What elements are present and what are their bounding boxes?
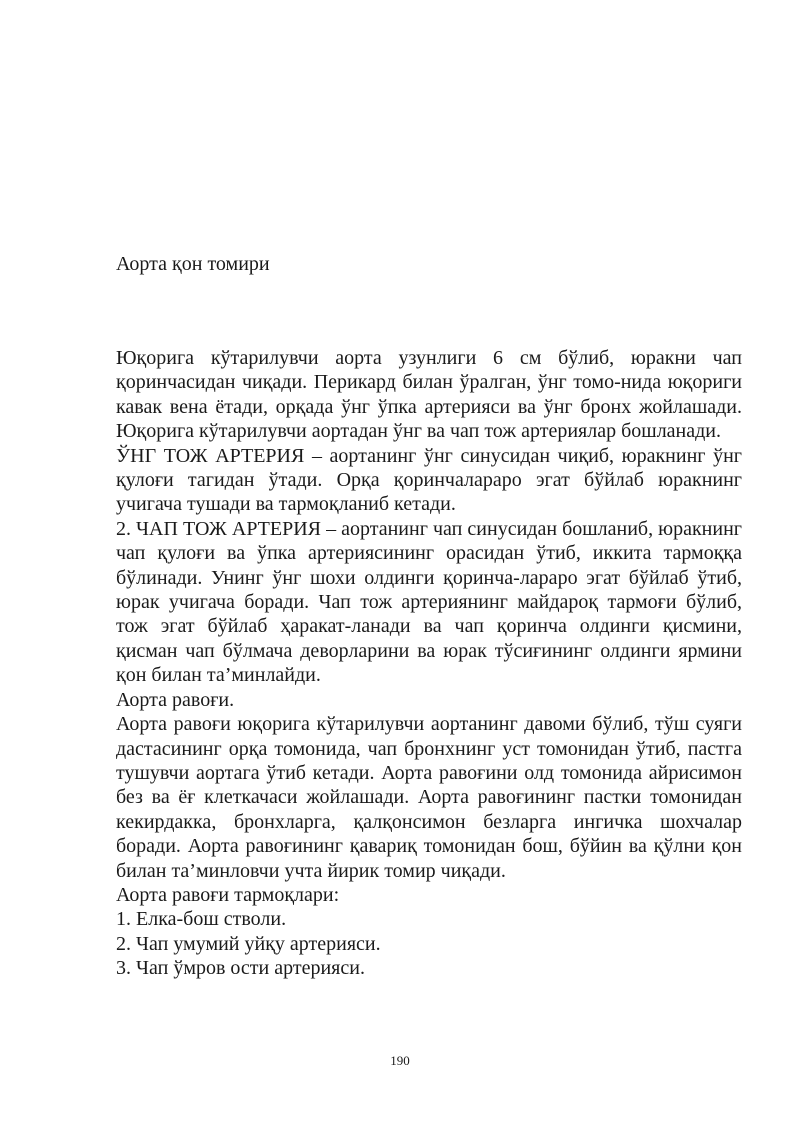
paragraph-aortic-arch: Аорта равоғи юқорига кўтарилувчи аортанинг давоми бўлиб, тўш суяги дастасининг орқа томонида, чап бронхнинг уст томонидан ўтиб, пастга тушувчи аортага ўтиб кетади. Аорта равоғини олд томонида айрисимон без ва ёғ клеткачаси жойлашади. Аорта равоғининг пастки томонидан кекирдакка, бронхларга, қалқонсимон безларга ингичка шохчалар боради. Аорта равоғининг қавариқ томонидан бош, бўйин ва қўлни қон билан та’минловчи учта йирик томир чиқади.	[116, 713, 742, 882]
paragraph-left-coronary-artery: 2. ЧАП ТОЖ АРТЕРИЯ – аортанинг чап синусидан бошланиб, юракнинг чап қулоғи ва ўпка артериясининг орасидан ўтиб, иккита тармоққа бўлинади. Унинг ўнг шохи олдинги қоринча-лараро эгат бўйлаб ўтиб, юрак учигача боради. Чап тож артериянинг майдароқ тармоғи бўлиб, тож эгат бўйлаб ҳаракат-ланади ва чап қоринча олдинги қисмини, қисман чап бўлмача деворларини ва юрак тўсиғининг олдинги ярмини қон билан та’минлайди.	[116, 517, 742, 687]
paragraph-aortic-arch-title: Аорта равоғи.	[116, 688, 235, 711]
list-item: 3. Чап ўмров ости артерияси.	[116, 957, 365, 980]
paragraph-ascending-aorta: Юқорига кўтарилувчи аорта узунлиги 6 см бўлиб, юракни чап қоринчасидан чиқади. Перикард билан ўралган, ўнг томо-нида юқориги кавак вена ётади, орқада ўнг ўпка артерияси ва ўнг бронх жойлашади. Юқорига кўтарилувчи аортадан ўнг ва чап тож артериялар бошланади.	[116, 347, 742, 443]
list-item: 2. Чап умумий уйқу артерияси.	[116, 932, 381, 955]
section-heading: Аорта қон томири	[116, 253, 270, 275]
paragraph-right-coronary-artery: ЎНГ ТОЖ АРТЕРИЯ – аортанинг ўнг синусидан чиқиб, юракнинг ўнг қулоғи тагидан ўтади. Орқа қоринчалараро эгат бўйлаб юракнинг учигача тушади ва тармоқланиб кетади.	[116, 444, 742, 516]
page-number: 190	[390, 1053, 410, 1068]
body-text	[116, 346, 742, 981]
list-item: 1. Елка-бош стволи.	[116, 908, 287, 931]
paragraph-aortic-arch-branches-title: Аорта равоғи тармоқлари:	[116, 883, 340, 906]
